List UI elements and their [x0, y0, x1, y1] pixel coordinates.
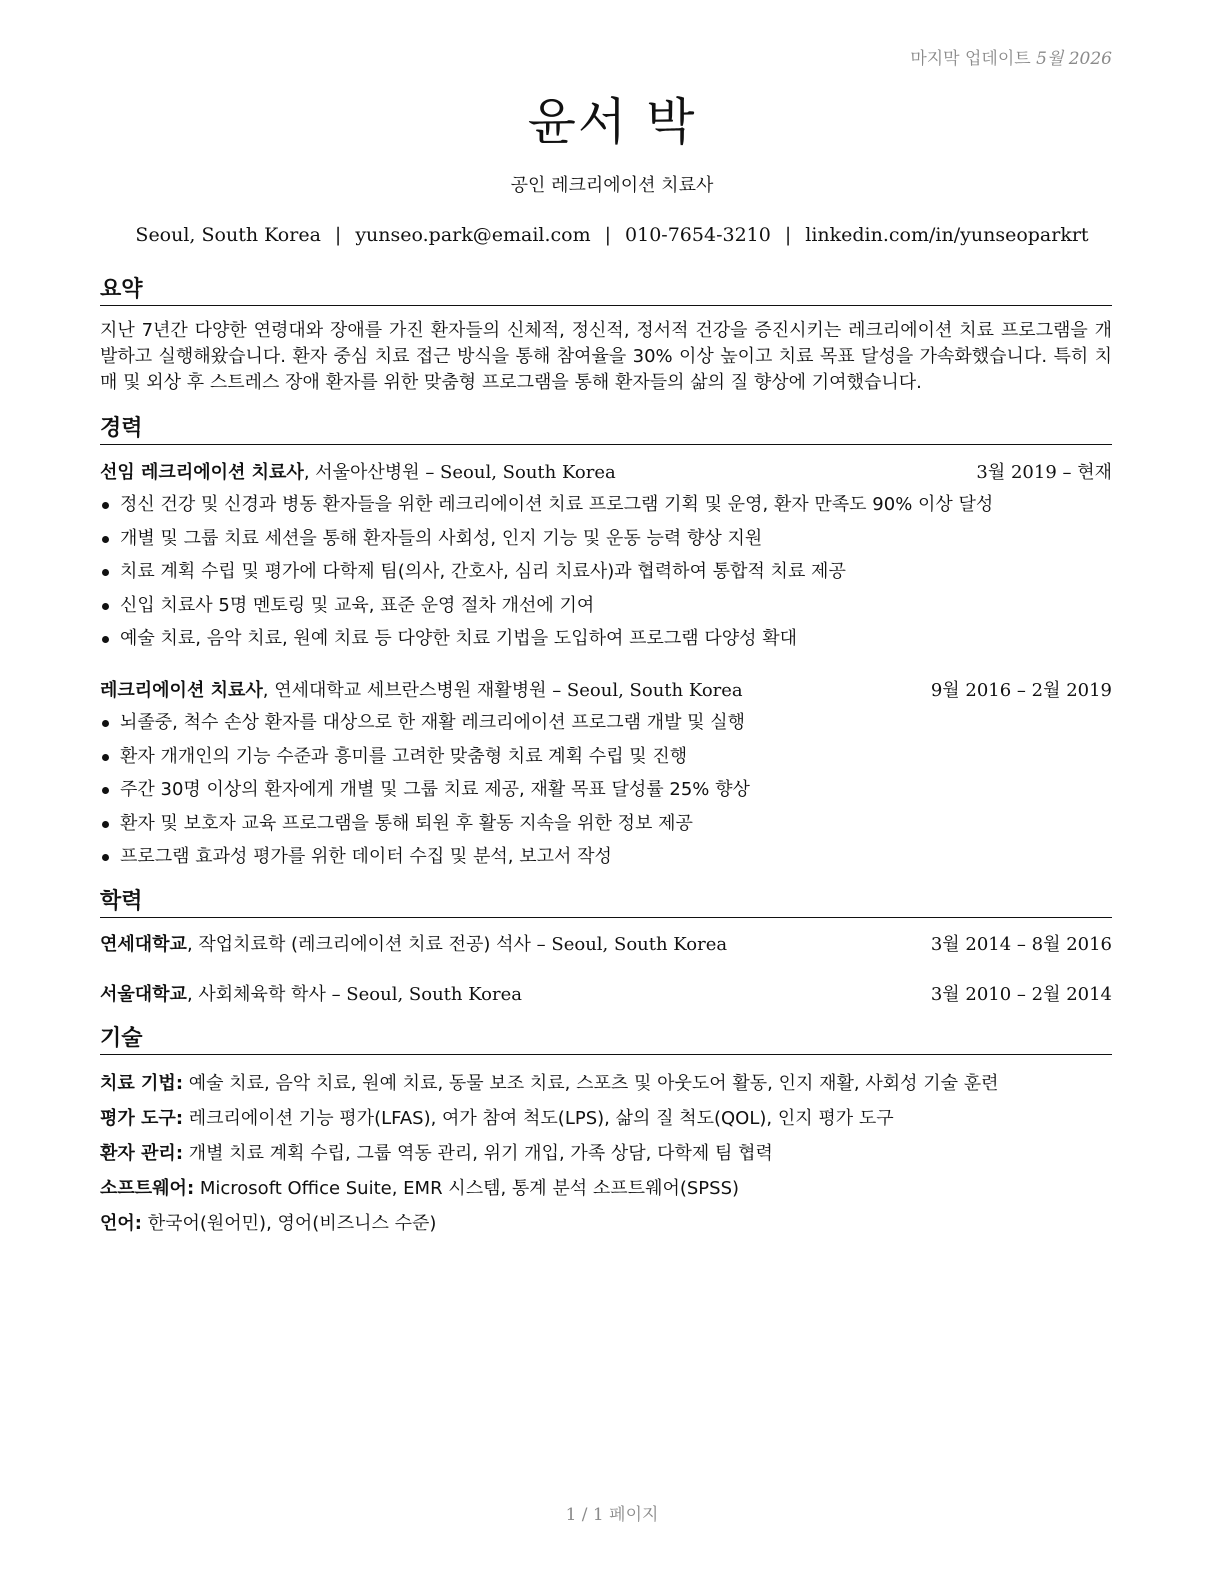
resume-name: 윤서 박 — [527, 93, 697, 151]
list-item: 신입 치료사 5명 멘토링 및 교육, 표준 운영 절차 개선에 기여 — [100, 589, 1112, 623]
contact-location: Seoul, South Korea — [135, 224, 321, 246]
skill-label: 소프트웨어: — [100, 1178, 195, 1199]
skills-section — [100, 1025, 1112, 1241]
list-item: 정신 건강 및 신경과 병동 환자들을 위한 레크리에이션 치료 프로그램 기획 및 운영, 환자 만족도 90% 이상 달성 — [100, 488, 1112, 522]
job-bullets — [100, 488, 1112, 656]
list-item: 개별 및 그룹 치료 세션을 통해 환자들의 사회성, 인지 기능 및 운동 능력 향상 지원 — [100, 522, 1112, 556]
education-section — [100, 888, 1112, 1010]
contact-separator: | — [784, 224, 792, 246]
job-role: 레크리에이션 치료사 — [100, 679, 263, 701]
page-number: 1 / 1 페이지 — [565, 1505, 659, 1525]
skill-label: 환자 관리: — [100, 1143, 184, 1164]
contact-email[interactable]: yunseo.park@email.com — [355, 224, 591, 246]
school-name: 연세대학교 — [100, 934, 187, 955]
job-header — [100, 676, 1112, 706]
job-header — [100, 458, 1112, 488]
list-item: 예술 치료, 음악 치료, 원예 치료 등 다양한 치료 기법을 도입하여 프로그램 다양성 확대 — [100, 622, 1112, 656]
summary-text: 지난 7년간 다양한 연령대와 장애를 가진 환자들의 신체적, 정신적, 정서적 건강을 증진시키는 레크리에이션 치료 프로그램을 개발하고 실행해왔습니다. 환자 중심 치료 접근 방식을 통해 참여율을 30% 이상 높이고 치료 목표 달성을 가속화했습니다. 특히 치매 및 외상 후 스트레스 장애 환자를 위한 맞춤형 프로그램을 통해 환자들의 삶의 질 향상에 기여했습니다. — [100, 320, 1112, 393]
resume-title: 공인 레크리에이션 치료사 — [510, 175, 714, 196]
degree: , 사회체육학 학사 — [186, 984, 326, 1005]
experience-heading: 경력 — [100, 415, 1112, 445]
job-org: , 서울아산병원 — [303, 462, 420, 483]
skill-value: 예술 치료, 음악 치료, 원예 치료, 동물 보조 치료, 스포츠 및 아웃도어 활동, 인지 재활, 사회성 기술 훈련 — [183, 1073, 999, 1094]
contact-separator: | — [604, 224, 612, 246]
skills-list — [100, 1066, 1112, 1241]
education-entry — [100, 930, 1112, 960]
summary-section — [100, 276, 1112, 396]
experience-section — [100, 415, 1112, 874]
skill-value: 한국어(원어민), 영어(비즈니스 수준) — [141, 1213, 437, 1234]
skill-row — [100, 1171, 1112, 1206]
job-dates: 9월 2016 – 2월 2019 — [930, 679, 1112, 701]
degree: , 작업치료학 (레크리에이션 치료 전공) 석사 — [186, 934, 531, 955]
job-bullets — [100, 706, 1112, 874]
job-location: – Seoul, South Korea — [546, 679, 743, 701]
skill-label: 치료 기법: — [100, 1073, 184, 1094]
list-item: 주간 30명 이상의 환자에게 개별 및 그룹 치료 제공, 재활 목표 달성률 25% 향상 — [100, 773, 1112, 807]
school-location: – Seoul, South Korea — [530, 934, 728, 955]
skill-row — [100, 1136, 1112, 1171]
job-entry — [100, 676, 1112, 874]
contact-linkedin[interactable]: linkedin.com/in/yunseoparkrt — [805, 224, 1089, 246]
education-entry — [100, 980, 1112, 1010]
list-item: 뇌졸중, 척수 손상 환자를 대상으로 한 재활 레크리에이션 프로그램 개발 및 실행 — [100, 706, 1112, 740]
school-name: 서울대학교 — [100, 984, 187, 1005]
skill-row — [100, 1066, 1112, 1101]
education-heading: 학력 — [100, 888, 1112, 918]
list-item: 환자 개개인의 기능 수준과 흥미를 고려한 맞춤형 치료 계획 수립 및 진행 — [100, 740, 1112, 774]
education-dates: 3월 2014 – 8월 2016 — [930, 934, 1112, 955]
education-dates: 3월 2010 – 2월 2014 — [930, 984, 1112, 1005]
skill-value: Microsoft Office Suite, EMR 시스템, 통계 분석 소프트웨어(SPSS) — [194, 1178, 740, 1199]
job-entry — [100, 458, 1112, 656]
skill-row — [100, 1101, 1112, 1136]
last-updated-date: 5월 2026 — [1036, 49, 1112, 69]
skill-value: 레크리에이션 기능 평가(LFAS), 여가 참여 척도(LPS), 삶의 질 척도(QOL), 인지 평가 도구 — [183, 1108, 894, 1129]
list-item: 프로그램 효과성 평가를 위한 데이터 수집 및 분석, 보고서 작성 — [100, 840, 1112, 874]
skill-value: 개별 치료 계획 수립, 그룹 역동 관리, 위기 개입, 가족 상담, 다학제 팀 협력 — [183, 1143, 773, 1164]
last-updated — [910, 44, 1112, 69]
contact-separator: | — [334, 224, 342, 246]
school-location: – Seoul, South Korea — [325, 984, 522, 1005]
job-location: – Seoul, South Korea — [419, 462, 616, 483]
skills-heading: 기술 — [100, 1025, 1112, 1055]
skill-label: 평가 도구: — [100, 1108, 184, 1129]
last-updated-label: 마지막 업데이트 — [910, 49, 1031, 69]
contact-line — [0, 224, 1224, 246]
skill-row — [100, 1206, 1112, 1241]
list-item: 치료 계획 수립 및 평가에 다학제 팀(의사, 간호사, 심리 치료사)과 협력하여 통합적 치료 제공 — [100, 555, 1112, 589]
job-role: 선임 레크리에이션 치료사 — [100, 462, 304, 483]
job-dates: 3월 2019 – 현재 — [976, 462, 1112, 483]
contact-phone: 010-7654-3210 — [625, 224, 771, 246]
skill-label: 언어: — [100, 1213, 142, 1234]
summary-heading: 요약 — [100, 276, 1112, 306]
job-org: , 연세대학교 세브란스병원 재활병원 — [262, 679, 547, 701]
list-item: 환자 및 보호자 교육 프로그램을 통해 퇴원 후 활동 지속을 위한 정보 제공 — [100, 807, 1112, 841]
